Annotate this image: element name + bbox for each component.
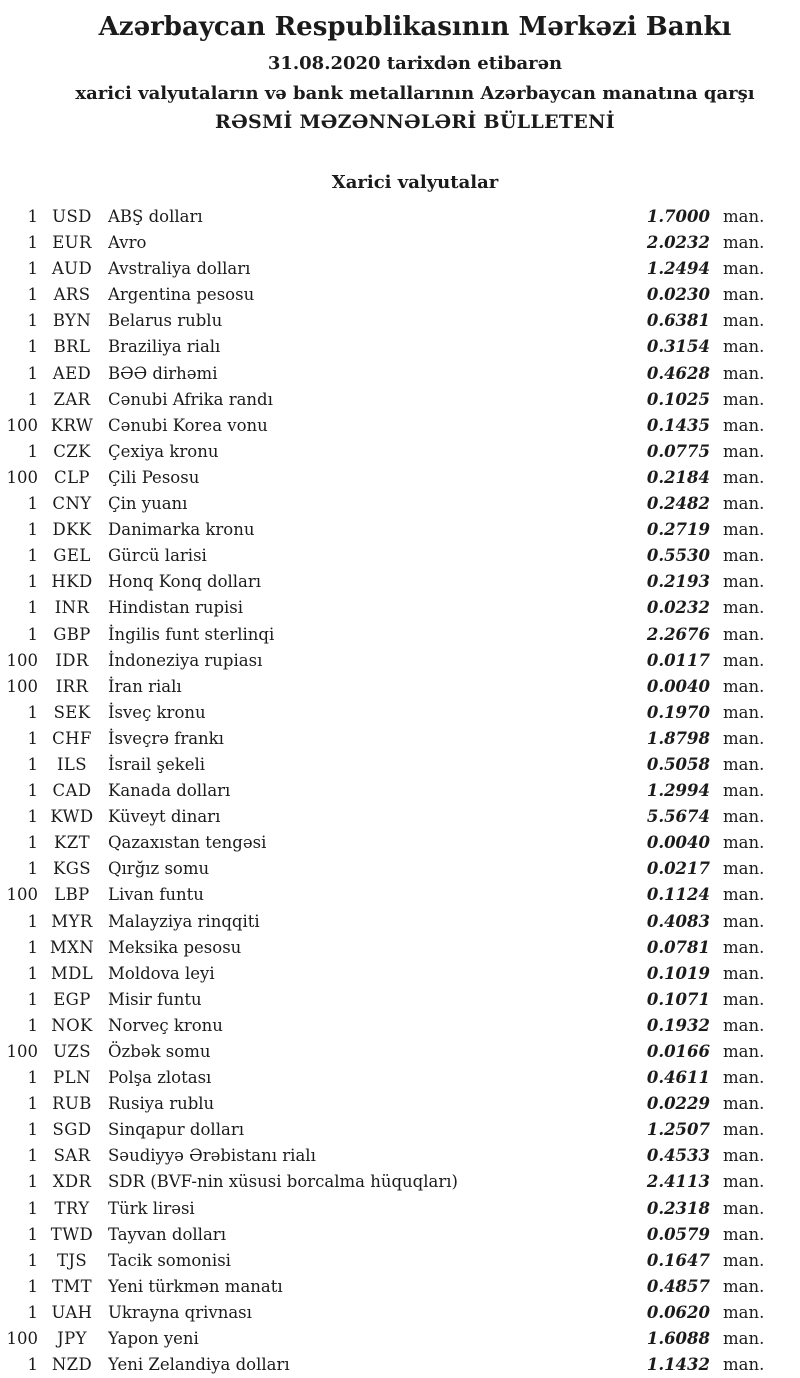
unit-label: man. xyxy=(723,441,765,461)
currency-name: Moldova leyi xyxy=(108,963,215,983)
unit-label: man. xyxy=(723,520,765,540)
unit-label: man. xyxy=(723,833,765,853)
currency-name: İsrail şekeli xyxy=(108,754,206,774)
rate-value: 0.0229 xyxy=(646,1094,710,1114)
currency-code: PLN xyxy=(53,1068,91,1088)
currency-name: Honq Konq dolları xyxy=(108,572,262,592)
currency-name: Norveç kronu xyxy=(108,1015,223,1035)
rate-value: 0.1970 xyxy=(646,702,710,722)
section-title-foreign-currencies: Xarici valyutalar xyxy=(331,172,499,193)
currency-quantity: 1 xyxy=(27,1015,38,1035)
rate-value: 0.0217 xyxy=(646,859,710,879)
currency-name: SDR (BVF-nin xüsusi borcalma hüquqları) xyxy=(108,1172,458,1192)
currency-quantity: 1 xyxy=(27,1302,38,1322)
currency-quantity: 1 xyxy=(27,1172,38,1192)
currency-code: ARS xyxy=(53,285,91,305)
currency-code: GEL xyxy=(53,546,91,566)
rate-value: 0.0166 xyxy=(646,1042,710,1061)
unit-label: man. xyxy=(723,467,765,487)
currency-name: Yeni Zelandiya dolları xyxy=(108,1355,290,1375)
currency-quantity: 1 xyxy=(27,702,38,722)
currency-code: MDL xyxy=(50,963,94,983)
currency-quantity: 1 xyxy=(27,207,38,226)
unit-label: man. xyxy=(723,624,765,644)
rate-row xyxy=(0,752,800,778)
unit-label: man. xyxy=(723,1250,765,1270)
currency-code: CHF xyxy=(52,728,92,748)
currency-code: MXN xyxy=(49,937,95,957)
rate-row xyxy=(0,700,800,726)
document-subtitle: xarici valyutaların və bank metallarının Azərbaycan manatına qarşı xyxy=(75,83,755,104)
rate-row xyxy=(0,1248,800,1274)
rate-row xyxy=(0,1169,800,1195)
currency-code: DKK xyxy=(52,520,92,540)
currency-quantity: 100 xyxy=(6,650,38,670)
currency-code: AED xyxy=(52,363,92,383)
currency-quantity: 1 xyxy=(27,363,38,383)
rate-row xyxy=(0,439,800,465)
currency-code: KWD xyxy=(50,807,94,827)
currency-quantity: 1 xyxy=(27,807,38,827)
rate-row xyxy=(0,491,800,517)
currency-name: Ukrayna qrivnası xyxy=(108,1302,252,1322)
rate-value: 2.2676 xyxy=(646,624,710,644)
rate-row xyxy=(0,1352,800,1378)
rate-row xyxy=(0,961,800,987)
currency-name: Belarus rublu xyxy=(108,311,223,331)
currency-name: Avro xyxy=(108,233,147,253)
currency-name: İran rialı xyxy=(108,676,182,696)
rate-value: 0.0040 xyxy=(646,833,710,853)
currency-name: Meksika pesosu xyxy=(108,937,242,957)
unit-label: man. xyxy=(723,781,765,801)
unit-label: man. xyxy=(723,1120,765,1140)
unit-label: man. xyxy=(723,1224,765,1244)
rate-value: 0.2184 xyxy=(646,467,710,487)
rate-row xyxy=(0,361,800,387)
rate-value: 0.3154 xyxy=(646,337,710,357)
unit-label: man. xyxy=(723,285,765,305)
currency-quantity: 1 xyxy=(27,728,38,748)
unit-label: man. xyxy=(723,676,765,696)
unit-label: man. xyxy=(723,546,765,566)
currency-name: Türk lirəsi xyxy=(108,1198,195,1218)
currency-code: BYN xyxy=(52,311,92,331)
currency-quantity: 1 xyxy=(27,989,38,1009)
rate-row xyxy=(0,1039,800,1065)
currency-code: INR xyxy=(54,598,90,618)
currency-code: CAD xyxy=(52,781,92,801)
currency-name: BƏƏ dirhəmi xyxy=(108,363,218,383)
rate-row xyxy=(0,308,800,334)
rate-row xyxy=(0,622,800,648)
rate-value: 1.2507 xyxy=(646,1120,710,1140)
currency-name: Livan funtu xyxy=(108,885,204,905)
unit-label: man. xyxy=(723,207,765,226)
rate-row xyxy=(0,1143,800,1169)
rate-value: 0.0620 xyxy=(646,1302,710,1322)
unit-label: man. xyxy=(723,911,765,931)
currency-name: Danimarka kronu xyxy=(108,520,255,540)
currency-name: Yeni türkmən manatı xyxy=(108,1276,283,1296)
rate-row xyxy=(0,935,800,961)
unit-label: man. xyxy=(723,233,765,253)
unit-label: man. xyxy=(723,1329,765,1349)
rate-value: 0.0040 xyxy=(646,676,710,696)
currency-quantity: 100 xyxy=(6,1329,38,1349)
rate-value: 0.1019 xyxy=(646,963,710,983)
rate-row xyxy=(0,387,800,413)
rate-value: 2.0232 xyxy=(646,233,710,253)
currency-code: UAH xyxy=(51,1302,93,1322)
currency-code: GBP xyxy=(53,624,91,644)
currency-name: Braziliya rialı xyxy=(108,337,221,357)
currency-quantity: 1 xyxy=(27,520,38,540)
rate-value: 0.4611 xyxy=(646,1068,710,1088)
unit-label: man. xyxy=(723,389,765,409)
currency-code: NOK xyxy=(51,1015,93,1035)
currency-code: USD xyxy=(52,207,92,226)
rate-row xyxy=(0,726,800,752)
currency-quantity: 1 xyxy=(27,1146,38,1166)
currency-name: Cənubi Korea vonu xyxy=(108,415,268,435)
currency-name: Çin yuanı xyxy=(108,494,188,514)
rate-row xyxy=(0,882,800,908)
rate-value: 0.1071 xyxy=(646,989,710,1009)
currency-code: ZAR xyxy=(53,389,91,409)
bulletin-title: RƏSMİ MƏZƏNNƏLƏRİ BÜLLETENİ xyxy=(215,111,615,133)
currency-name: Cənubi Afrika randı xyxy=(108,389,273,409)
rate-row xyxy=(0,413,800,439)
rate-row xyxy=(0,465,800,491)
currency-code: HKD xyxy=(51,572,93,592)
rate-value: 0.6381 xyxy=(646,311,710,331)
currency-code: AUD xyxy=(51,259,93,279)
currency-quantity: 1 xyxy=(27,259,38,279)
rate-row xyxy=(0,1065,800,1091)
unit-label: man. xyxy=(723,598,765,618)
currency-code: EGP xyxy=(53,989,91,1009)
currency-code: CZK xyxy=(53,441,91,461)
rate-row xyxy=(0,830,800,856)
currency-quantity: 1 xyxy=(27,1276,38,1296)
rate-value: 0.2193 xyxy=(646,572,710,592)
currency-name: İndoneziya rupiası xyxy=(108,650,263,670)
currency-quantity: 1 xyxy=(27,546,38,566)
currency-quantity: 1 xyxy=(27,833,38,853)
unit-label: man. xyxy=(723,1015,765,1035)
unit-label: man. xyxy=(723,415,765,435)
currency-code: CNY xyxy=(52,494,92,514)
currency-quantity: 1 xyxy=(27,337,38,357)
unit-label: man. xyxy=(723,728,765,748)
rate-value: 0.0117 xyxy=(646,650,710,670)
currency-code: MYR xyxy=(51,911,93,931)
currency-quantity: 1 xyxy=(27,1224,38,1244)
unit-label: man. xyxy=(723,702,765,722)
currency-code: CLP xyxy=(54,467,90,487)
currency-name: Çili Pesosu xyxy=(108,467,200,487)
currency-name: Argentina pesosu xyxy=(108,285,255,305)
rate-value: 0.4083 xyxy=(646,911,710,931)
currency-quantity: 1 xyxy=(27,1068,38,1088)
currency-name: Avstraliya dolları xyxy=(108,259,251,279)
rate-row xyxy=(0,648,800,674)
rate-row xyxy=(0,856,800,882)
unit-label: man. xyxy=(723,1146,765,1166)
currency-quantity: 1 xyxy=(27,1355,38,1375)
currency-name: Sinqapur dolları xyxy=(108,1120,244,1140)
currency-name: Çexiya kronu xyxy=(108,441,219,461)
currency-code: TRY xyxy=(54,1198,90,1218)
effective-date-line: 31.08.2020 tarixdən etibarən xyxy=(267,53,563,74)
unit-label: man. xyxy=(723,1302,765,1322)
rate-row xyxy=(0,909,800,935)
currency-quantity: 1 xyxy=(27,233,38,253)
currency-name: Qırğız somu xyxy=(108,859,210,879)
currency-code: LBP xyxy=(54,885,90,905)
rate-row xyxy=(0,987,800,1013)
currency-name: Malayziya rinqqiti xyxy=(108,911,260,931)
unit-label: man. xyxy=(723,1094,765,1114)
currency-code: RUB xyxy=(52,1094,92,1114)
unit-label: man. xyxy=(723,754,765,774)
currency-quantity: 1 xyxy=(27,624,38,644)
currency-code: SGD xyxy=(52,1120,92,1140)
unit-label: man. xyxy=(723,937,765,957)
currency-name: ABŞ dolları xyxy=(108,207,203,226)
currency-code: SEK xyxy=(53,702,91,722)
currency-name: Qazaxıstan tengəsi xyxy=(108,833,267,853)
rate-row xyxy=(0,334,800,360)
unit-label: man. xyxy=(723,807,765,827)
currency-name: Səudiyyə Ərəbistanı rialı xyxy=(108,1146,316,1166)
rate-row xyxy=(0,230,800,256)
rate-value: 1.2494 xyxy=(646,259,710,279)
currency-code: NZD xyxy=(51,1355,93,1375)
currency-quantity: 100 xyxy=(6,676,38,696)
rate-row xyxy=(0,1222,800,1248)
currency-quantity: 1 xyxy=(27,1198,38,1218)
currency-code: KZT xyxy=(54,833,90,853)
rate-row xyxy=(0,517,800,543)
rate-value: 0.0232 xyxy=(646,598,710,618)
currency-quantity: 1 xyxy=(27,781,38,801)
currency-code: IDR xyxy=(55,650,89,670)
unit-label: man. xyxy=(723,1172,765,1192)
currency-quantity: 1 xyxy=(27,572,38,592)
currency-code: TJS xyxy=(56,1250,88,1270)
currency-name: Hindistan rupisi xyxy=(108,598,244,618)
rate-value: 1.1432 xyxy=(646,1355,710,1375)
currency-name: İsveçrə frankı xyxy=(108,728,224,748)
currency-quantity: 1 xyxy=(27,285,38,305)
rate-value: 1.2994 xyxy=(646,781,710,801)
currency-name: Kanada dolları xyxy=(108,781,231,801)
bank-title: Azərbaycan Respublikasının Mərkəzi Bankı xyxy=(98,12,732,42)
currency-code: UZS xyxy=(53,1042,91,1061)
currency-quantity: 100 xyxy=(6,415,38,435)
currency-code: JPY xyxy=(57,1329,87,1349)
rate-value: 0.1435 xyxy=(646,415,710,435)
currency-code: ILS xyxy=(57,754,87,774)
rate-value: 0.4533 xyxy=(646,1146,710,1166)
rate-value: 0.4857 xyxy=(646,1276,710,1296)
unit-label: man. xyxy=(723,259,765,279)
rate-row xyxy=(0,595,800,621)
rate-row xyxy=(0,1091,800,1117)
currency-code: SAR xyxy=(53,1146,91,1166)
rate-row xyxy=(0,1117,800,1143)
rates-table xyxy=(0,204,800,1378)
rate-value: 5.5674 xyxy=(646,807,710,827)
currency-name: Küveyt dinarı xyxy=(108,807,221,827)
unit-label: man. xyxy=(723,311,765,331)
currency-quantity: 1 xyxy=(27,1094,38,1114)
currency-name: Gürcü larisi xyxy=(108,546,207,566)
rate-row xyxy=(0,543,800,569)
currency-name: Yapon yeni xyxy=(108,1329,199,1349)
rate-row xyxy=(0,282,800,308)
unit-label: man. xyxy=(723,1198,765,1218)
unit-label: man. xyxy=(723,885,765,905)
currency-quantity: 1 xyxy=(27,911,38,931)
currency-name: Özbək somu xyxy=(108,1042,211,1061)
rate-row xyxy=(0,1196,800,1222)
rate-value: 0.0579 xyxy=(646,1224,710,1244)
currency-quantity: 1 xyxy=(27,1120,38,1140)
currency-name: Rusiya rublu xyxy=(108,1094,215,1114)
rate-row xyxy=(0,674,800,700)
rate-row xyxy=(0,1300,800,1326)
currency-quantity: 1 xyxy=(27,754,38,774)
currency-quantity: 1 xyxy=(27,937,38,957)
currency-name: Polşa zlotası xyxy=(108,1068,212,1088)
rate-row xyxy=(0,778,800,804)
currency-quantity: 1 xyxy=(27,494,38,514)
document-header xyxy=(0,0,800,195)
currency-name: Misir funtu xyxy=(108,989,202,1009)
unit-label: man. xyxy=(723,337,765,357)
unit-label: man. xyxy=(723,1276,765,1296)
currency-quantity: 100 xyxy=(6,885,38,905)
currency-code: IRR xyxy=(55,676,89,696)
currency-code: BRL xyxy=(53,337,91,357)
currency-name: Tayvan dolları xyxy=(108,1224,226,1244)
currency-quantity: 1 xyxy=(27,859,38,879)
rate-row xyxy=(0,804,800,830)
rate-value: 2.4113 xyxy=(646,1172,710,1192)
rate-value: 0.0230 xyxy=(646,285,710,305)
unit-label: man. xyxy=(723,1355,765,1375)
rate-value: 0.1025 xyxy=(646,389,710,409)
unit-label: man. xyxy=(723,494,765,514)
currency-quantity: 100 xyxy=(6,1042,38,1061)
currency-quantity: 100 xyxy=(6,467,38,487)
currency-code: KGS xyxy=(52,859,91,879)
unit-label: man. xyxy=(723,650,765,670)
currency-code: XDR xyxy=(52,1172,92,1192)
rate-value: 0.0775 xyxy=(646,441,710,461)
rate-row xyxy=(0,569,800,595)
rate-value: 0.5530 xyxy=(646,546,710,566)
currency-quantity: 1 xyxy=(27,598,38,618)
currency-quantity: 1 xyxy=(27,389,38,409)
rate-value: 1.8798 xyxy=(646,728,710,748)
rate-row xyxy=(0,1274,800,1300)
rate-row xyxy=(0,1326,800,1352)
unit-label: man. xyxy=(723,1042,765,1061)
currency-name: Tacik somonisi xyxy=(108,1250,231,1270)
currency-code: EUR xyxy=(52,233,92,253)
rate-value: 0.1647 xyxy=(646,1250,710,1270)
currency-quantity: 1 xyxy=(27,311,38,331)
unit-label: man. xyxy=(723,989,765,1009)
rate-value: 0.2318 xyxy=(646,1198,710,1218)
rate-value: 0.0781 xyxy=(646,937,710,957)
currency-quantity: 1 xyxy=(27,1250,38,1270)
currency-quantity: 1 xyxy=(27,963,38,983)
unit-label: man. xyxy=(723,1068,765,1088)
currency-name: İngilis funt sterlinqi xyxy=(108,624,275,644)
rate-value: 0.5058 xyxy=(646,754,710,774)
rate-value: 1.7000 xyxy=(646,207,710,226)
currency-code: TMT xyxy=(51,1276,93,1296)
currency-code: KRW xyxy=(50,415,94,435)
rate-row xyxy=(0,256,800,282)
unit-label: man. xyxy=(723,963,765,983)
rate-value: 1.6088 xyxy=(646,1329,710,1349)
currency-quantity: 1 xyxy=(27,441,38,461)
rate-value: 0.1124 xyxy=(646,885,710,905)
currency-code: TWD xyxy=(50,1224,94,1244)
rate-row xyxy=(0,204,800,230)
rate-value: 0.1932 xyxy=(646,1015,710,1035)
rate-value: 0.2719 xyxy=(646,520,710,540)
rate-value: 0.4628 xyxy=(646,363,710,383)
unit-label: man. xyxy=(723,572,765,592)
unit-label: man. xyxy=(723,859,765,879)
rate-row xyxy=(0,1013,800,1039)
unit-label: man. xyxy=(723,363,765,383)
rate-value: 0.2482 xyxy=(646,494,710,514)
currency-name: İsveç kronu xyxy=(108,702,206,722)
